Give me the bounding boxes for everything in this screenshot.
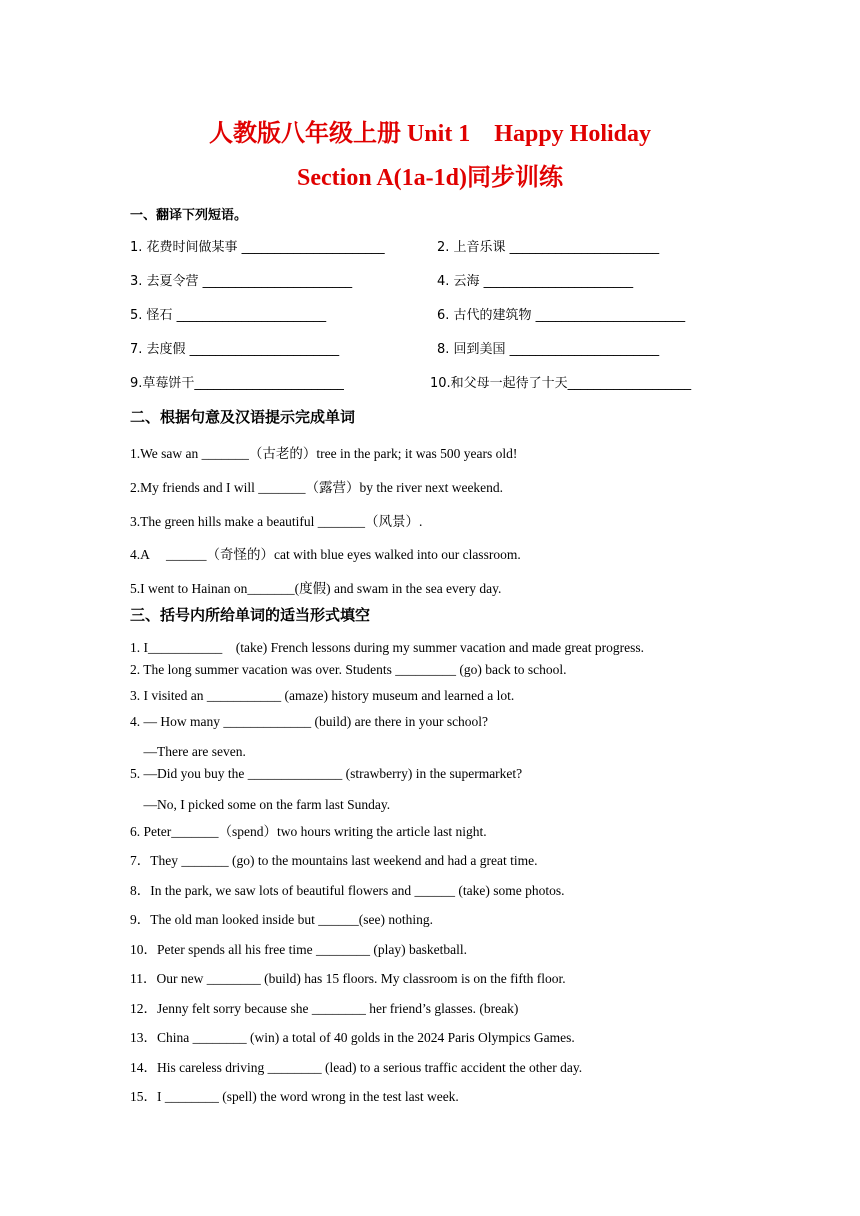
sentence-item: 3.The green hills make a beautiful _______（风景）. xyxy=(130,514,423,529)
phrase-item: 5. 怪石 _______________________ xyxy=(130,308,327,323)
section-2-heading: 二、根据句意及汉语提示完成单词 xyxy=(130,408,356,426)
question-item: 9．The old man looked inside but ______(see) nothing. xyxy=(130,912,433,927)
phrase-item: 2. 上音乐课 _______________________ xyxy=(437,240,660,255)
phrase-item: 4. 云海 _______________________ xyxy=(437,274,634,289)
title-line-1: 人教版八年级上册 Unit 1 Happy Holiday xyxy=(208,121,652,147)
question-item: 8．In the park, we saw lots of beautiful flowers and ______ (take) some photos. xyxy=(130,883,565,898)
question-item: 1. I___________ (take) French lessons during my summer vacation and made great progress. xyxy=(130,640,645,655)
sentence-item: 5.I went to Hainan on_______(度假) and swam in the sea every day. xyxy=(130,581,502,596)
phrase-item: 6. 古代的建筑物 _______________________ xyxy=(437,308,686,323)
section-1-heading: 一、翻译下列短语。 xyxy=(130,208,248,223)
question-item: 6. Peter_______（spend）two hours writing the article last night. xyxy=(130,824,487,839)
question-item: 14．His careless driving ________ (lead) to a serious traffic accident the other day. xyxy=(130,1060,583,1075)
question-item: 3. I visited an ___________ (amaze) history museum and learned a lot. xyxy=(130,688,515,703)
phrase-item: 9.草莓饼干_______________________ xyxy=(130,376,344,391)
question-item: 2. The long summer vacation was over. Students _________ (go) back to school. xyxy=(130,662,567,677)
question-item: 10．Peter spends all his free time ________ (play) basketball. xyxy=(130,942,468,957)
sentence-item: 4.A ______（奇怪的）cat with blue eyes walked into our classroom. xyxy=(130,547,521,562)
question-item: 7．They _______ (go) to the mountains last weekend and had a great time. xyxy=(130,853,538,868)
answer-line: —There are seven. xyxy=(130,744,246,759)
phrase-item: 1. 花费时间做某事 ______________________ xyxy=(130,240,385,255)
sentence-item: 1.We saw an _______（古老的）tree in the park; it was 500 years old! xyxy=(130,446,518,461)
sentence-item: 2.My friends and I will _______（露营）by the river next weekend. xyxy=(130,480,504,495)
question-item: 5. —Did you buy the ______________ (strawberry) in the supermarket? xyxy=(130,766,523,781)
phrase-item: 7. 去度假 _______________________ xyxy=(130,342,340,357)
answer-line: —No, I picked some on the farm last Sunday. xyxy=(130,797,391,812)
question-item: 4. — How many _____________ (build) are there in your school? xyxy=(130,714,489,729)
title-line-2: Section A(1a-1d)同步训练 xyxy=(297,165,563,191)
question-item: 12．Jenny felt sorry because she ________ her friend’s glasses. (break) xyxy=(130,1001,519,1016)
question-item: 11．Our new ________ (build) has 15 floors. My classroom is on the fifth floor. xyxy=(130,971,566,986)
phrase-item: 8. 回到美国 _______________________ xyxy=(437,342,660,357)
section-3-heading: 三、括号内所给单词的适当形式填空 xyxy=(130,606,371,624)
phrase-item: 3. 去夏令营 _______________________ xyxy=(130,274,353,289)
question-item: 13．China ________ (win) a total of 40 golds in the 2024 Paris Olympics Games. xyxy=(130,1030,575,1045)
phrase-item: 10.和父母一起待了十天___________________ xyxy=(430,376,692,391)
question-item: 15．I ________ (spell) the word wrong in the test last week. xyxy=(130,1089,459,1104)
